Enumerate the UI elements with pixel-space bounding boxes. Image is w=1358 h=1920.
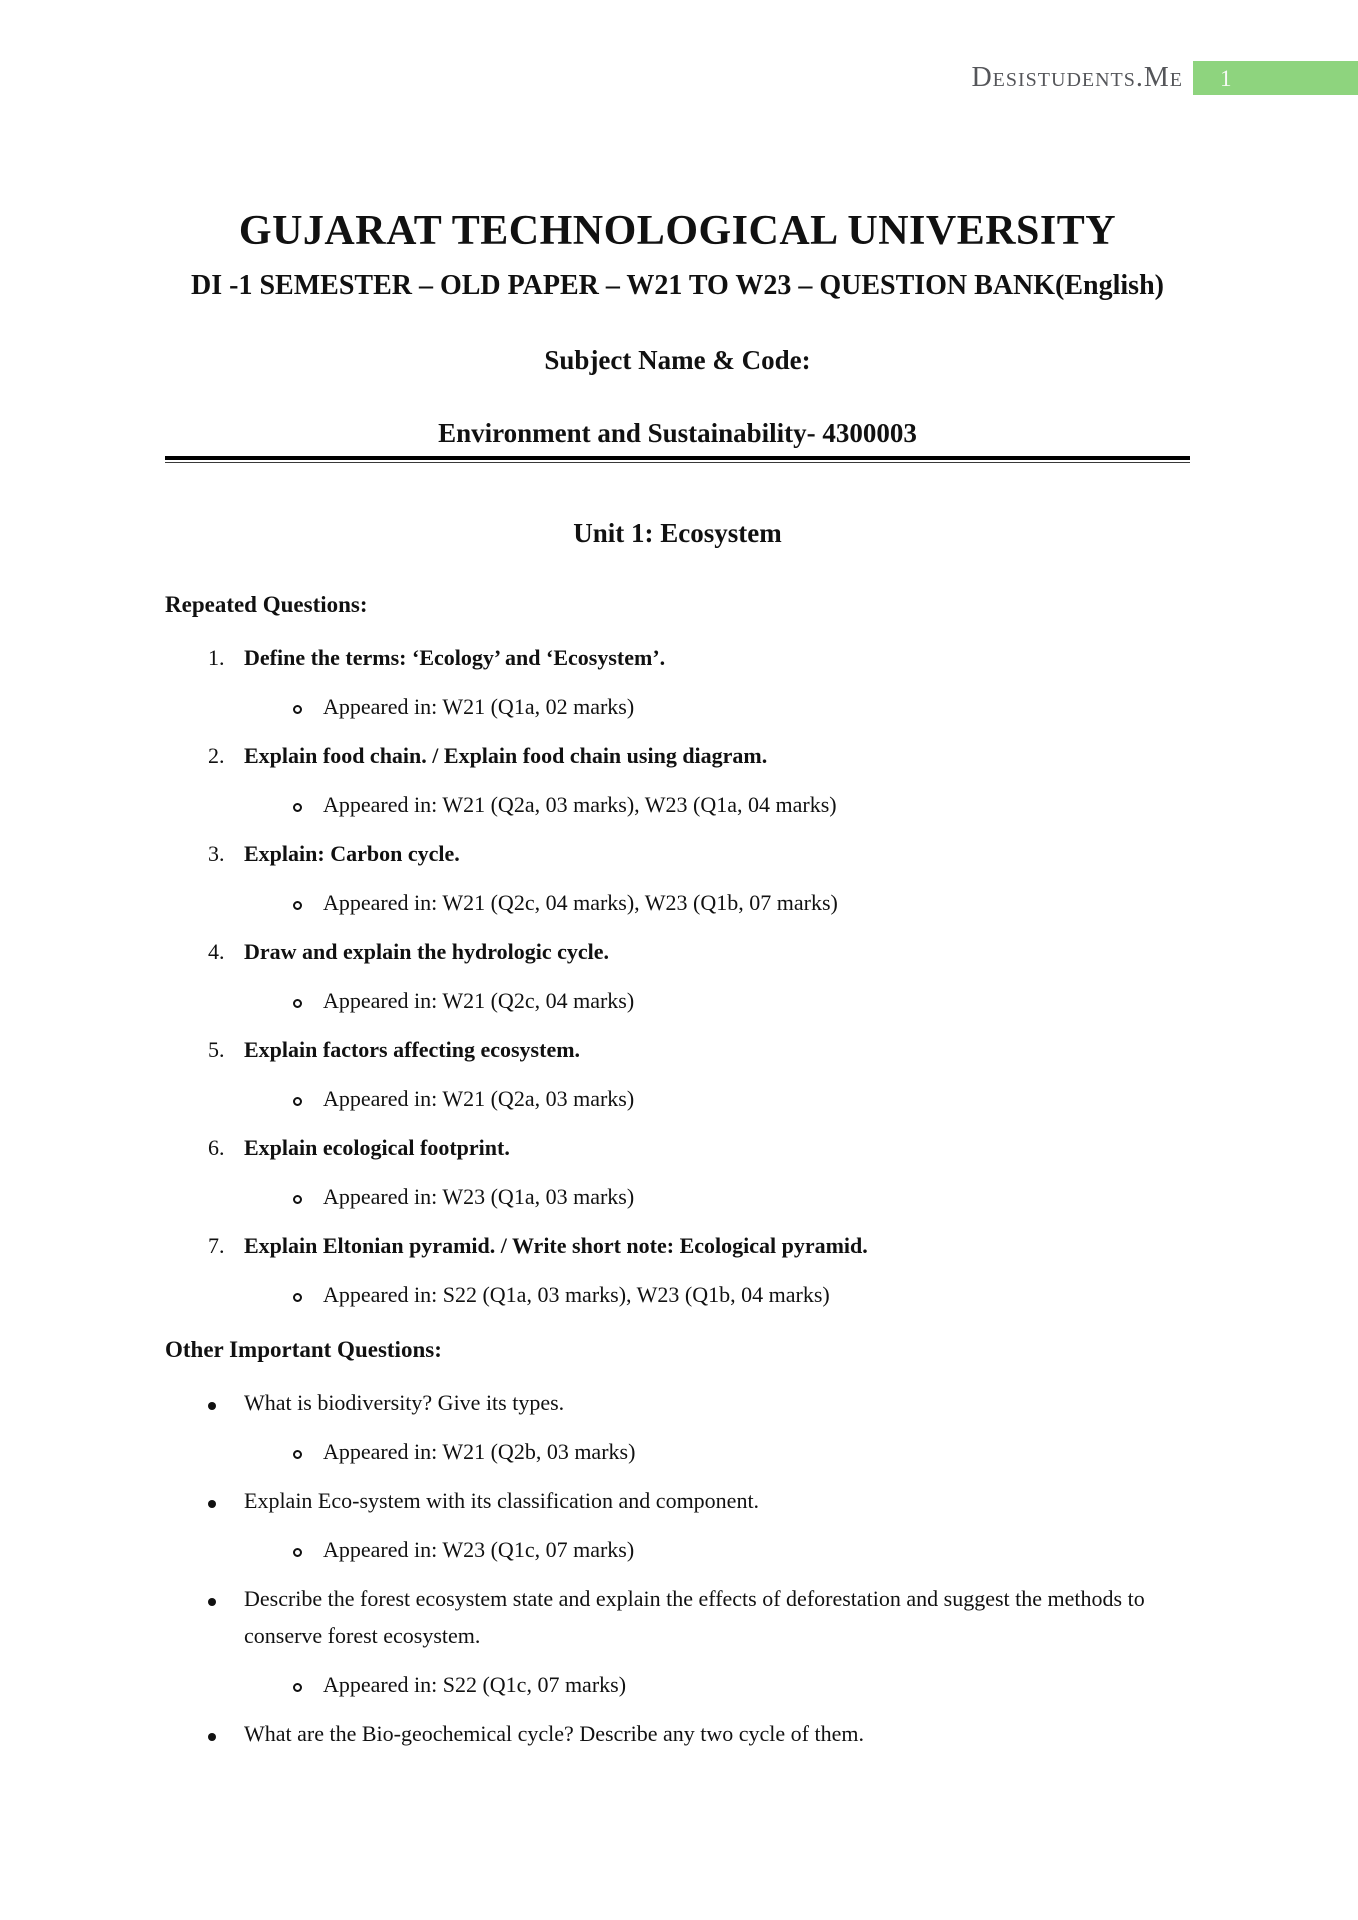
subject-name: Environment and Sustainability- 4300003	[438, 418, 917, 448]
appeared-row	[165, 1433, 1190, 1470]
appeared-text: Appeared in: W21 (Q2c, 04 marks), W23 (Q1b, 07 marks)	[323, 890, 838, 915]
appeared-text: Appeared in: W23 (Q1a, 03 marks)	[323, 1184, 635, 1209]
appeared-row	[165, 1080, 1190, 1117]
bullet-icon	[208, 1482, 244, 1519]
question-number: 2.	[208, 743, 225, 768]
bullet-icon	[208, 1580, 244, 1654]
sub-bullet-icon	[293, 1080, 323, 1117]
subject-label: Subject Name & Code:	[544, 345, 811, 375]
question-text: Define the terms: ‘Ecology’ and ‘Ecosystem’.	[244, 645, 666, 670]
appeared-row	[165, 1276, 1190, 1313]
question-text: Explain ecological footprint.	[244, 1135, 510, 1160]
section-heading-other-questions: Other Important Questions:	[165, 1337, 442, 1362]
section-heading-repeated-questions: Repeated Questions:	[165, 592, 368, 617]
question-number: 4.	[208, 939, 225, 964]
question-item	[165, 1384, 1190, 1421]
appeared-text: Appeared in: W21 (Q2b, 03 marks)	[323, 1439, 636, 1464]
sub-bullet-icon	[293, 982, 323, 1019]
question-item	[165, 1715, 1190, 1752]
appeared-row	[165, 884, 1190, 921]
appeared-text: Appeared in: W21 (Q2a, 03 marks)	[323, 1086, 635, 1111]
bullet-icon	[208, 1715, 244, 1752]
paper-subtitle: DI -1 SEMESTER – OLD PAPER – W21 TO W23 – QUESTION BANK(English)	[191, 270, 1164, 301]
question-item	[165, 1482, 1190, 1519]
question-item	[165, 1580, 1190, 1654]
sub-bullet-icon	[293, 1433, 323, 1470]
question-item	[165, 933, 1190, 970]
appeared-row	[165, 1666, 1190, 1703]
appeared-text: Appeared in: S22 (Q1c, 07 marks)	[323, 1672, 627, 1697]
question-text: Explain Eltonian pyramid. / Write short note: Ecological pyramid.	[244, 1233, 868, 1258]
site-name-text: Desistudents.Me	[971, 62, 1183, 93]
appeared-text: Appeared in: S22 (Q1a, 03 marks), W23 (Q1b, 04 marks)	[323, 1282, 830, 1307]
horizontal-divider	[165, 456, 1190, 463]
question-text: Describe the forest ecosystem state and explain the effects of deforestation and suggest the methods to conserve forest ecosystem.	[244, 1586, 1145, 1648]
page-number-badge	[1193, 61, 1358, 95]
question-item	[165, 737, 1190, 774]
appeared-text: Appeared in: W21 (Q2c, 04 marks)	[323, 988, 635, 1013]
appeared-text: Appeared in: W21 (Q1a, 02 marks)	[323, 694, 635, 719]
question-number: 1.	[208, 645, 225, 670]
appeared-row	[165, 982, 1190, 1019]
question-item	[165, 1031, 1190, 1068]
appeared-row	[165, 786, 1190, 823]
question-item	[165, 1227, 1190, 1264]
question-text: Explain food chain. / Explain food chain using diagram.	[244, 743, 768, 768]
sub-bullet-icon	[293, 1666, 323, 1703]
sub-bullet-icon	[293, 1531, 323, 1568]
appeared-text: Appeared in: W23 (Q1c, 07 marks)	[323, 1537, 635, 1562]
page-number: 1	[1220, 65, 1232, 91]
appeared-row	[165, 1178, 1190, 1215]
question-item	[165, 835, 1190, 872]
question-text: Explain: Carbon cycle.	[244, 841, 460, 866]
question-item	[165, 639, 1190, 676]
question-number: 7.	[208, 1233, 225, 1258]
question-text: What are the Bio-geochemical cycle? Describe any two cycle of them.	[244, 1721, 864, 1746]
question-item	[165, 1129, 1190, 1166]
question-number: 5.	[208, 1037, 225, 1062]
question-number: 6.	[208, 1135, 225, 1160]
question-text: Explain Eco-system with its classification and component.	[244, 1488, 760, 1513]
bullet-icon	[208, 1384, 244, 1421]
sub-bullet-icon	[293, 1276, 323, 1313]
appeared-text: Appeared in: W21 (Q2a, 03 marks), W23 (Q1a, 04 marks)	[323, 792, 837, 817]
document-content	[165, 0, 1190, 1764]
unit-title: Unit 1: Ecosystem	[573, 518, 782, 548]
sub-bullet-icon	[293, 688, 323, 725]
sub-bullet-icon	[293, 1178, 323, 1215]
university-title: GUJARAT TECHNOLOGICAL UNIVERSITY	[238, 208, 1117, 254]
sub-bullet-icon	[293, 786, 323, 823]
question-text: Draw and explain the hydrologic cycle.	[244, 939, 610, 964]
appeared-row	[165, 1531, 1190, 1568]
question-text: What is biodiversity? Give its types.	[244, 1390, 565, 1415]
sub-bullet-icon	[293, 884, 323, 921]
question-number: 3.	[208, 841, 225, 866]
appeared-row	[165, 688, 1190, 725]
question-text: Explain factors affecting ecosystem.	[244, 1037, 581, 1062]
